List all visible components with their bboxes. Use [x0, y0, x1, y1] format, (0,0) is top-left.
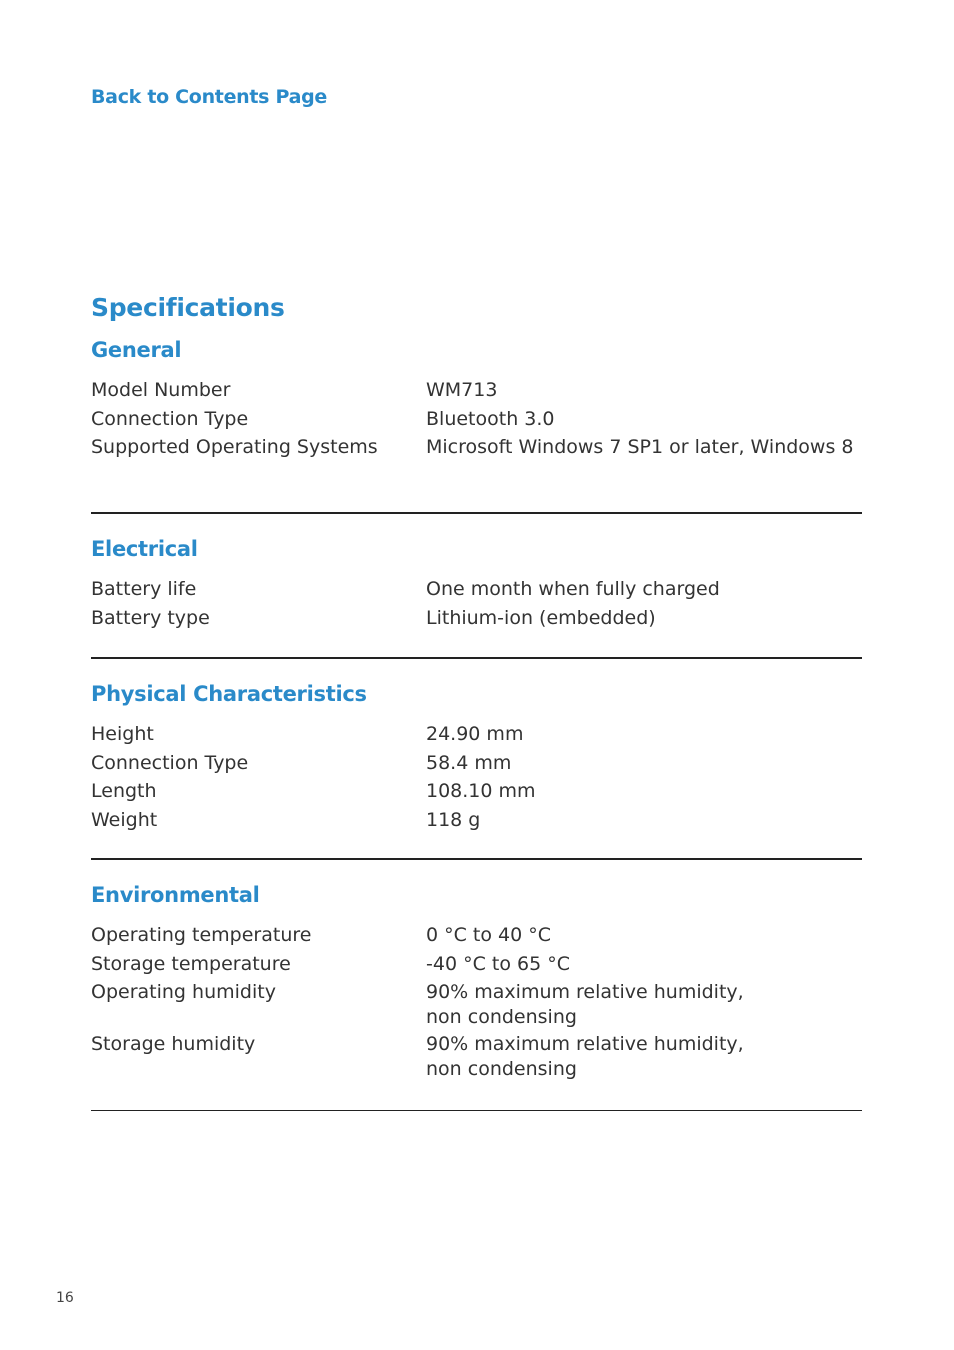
- spec-label: Battery life: [91, 578, 197, 600]
- section-environmental: [91, 883, 862, 1082]
- spec-value-line: 90% maximum relative humidity,: [426, 981, 744, 1003]
- spec-label: Connection Type: [91, 407, 249, 430]
- spec-value: [426, 978, 862, 1030]
- spec-value-line: non condensing: [426, 1006, 577, 1028]
- spec-value: Bluetooth 3.0: [426, 407, 555, 430]
- spec-label: Supported Operating Systems: [91, 436, 378, 458]
- section-general: [91, 338, 862, 462]
- spec-value: [426, 1030, 862, 1082]
- spec-value: 24.90 mm: [426, 723, 524, 745]
- spec-value: Microsoft Windows 7 SP1 or later, Windows 8: [426, 436, 854, 458]
- spec-table-physical: [91, 720, 862, 834]
- section-physical: [91, 682, 862, 834]
- spec-row: [91, 405, 862, 434]
- spec-label: Storage humidity: [91, 1033, 256, 1055]
- section-divider: [91, 512, 862, 514]
- spec-label: Storage temperature: [91, 952, 291, 975]
- section-heading-physical: Physical Characteristics: [91, 682, 367, 706]
- spec-row: [91, 376, 862, 405]
- spec-row: [91, 720, 862, 749]
- section-heading-general: General: [91, 338, 182, 362]
- spec-label: Operating temperature: [91, 924, 312, 946]
- section-heading-environmental: Environmental: [91, 883, 260, 907]
- spec-label: Operating humidity: [91, 981, 276, 1003]
- spec-label: Weight: [91, 808, 158, 831]
- section-divider: [91, 1110, 862, 1111]
- spec-value: 58.4 mm: [426, 751, 512, 774]
- spec-row: [91, 1030, 862, 1082]
- spec-label: Height: [91, 723, 154, 745]
- spec-row: [91, 604, 862, 633]
- spec-label: Battery type: [91, 606, 210, 629]
- spec-label: Model Number: [91, 379, 231, 401]
- spec-row: [91, 921, 862, 950]
- section-heading-electrical: Electrical: [91, 537, 198, 561]
- spec-value-line: 90% maximum relative humidity,: [426, 1033, 744, 1055]
- section-divider: [91, 657, 862, 659]
- spec-value: -40 °C to 65 °C: [426, 952, 570, 975]
- spec-value-line: non condensing: [426, 1058, 577, 1080]
- spec-value: 118 g: [426, 808, 481, 831]
- spec-label: Connection Type: [91, 751, 249, 774]
- spec-row: [91, 433, 862, 462]
- spec-value: 108.10 mm: [426, 780, 536, 802]
- spec-table-electrical: [91, 575, 862, 632]
- section-divider: [91, 858, 862, 860]
- spec-row: [91, 749, 862, 778]
- page-title: Specifications: [91, 293, 285, 322]
- section-electrical: [91, 537, 862, 632]
- spec-row: [91, 950, 862, 979]
- back-to-contents-link[interactable]: Back to Contents Page: [91, 86, 328, 108]
- spec-value: WM713: [426, 379, 498, 401]
- spec-row: [91, 777, 862, 806]
- spec-value: Lithium-ion (embedded): [426, 606, 656, 629]
- spec-row: [91, 978, 862, 1030]
- spec-label: Length: [91, 780, 157, 802]
- spec-value: One month when fully charged: [426, 578, 720, 600]
- spec-table-environmental: [91, 921, 862, 1082]
- spec-row: [91, 575, 862, 604]
- spec-table-general: [91, 376, 862, 462]
- spec-row: [91, 806, 862, 835]
- page-number: 16: [56, 1290, 74, 1306]
- spec-value: 0 °C to 40 °C: [426, 924, 552, 946]
